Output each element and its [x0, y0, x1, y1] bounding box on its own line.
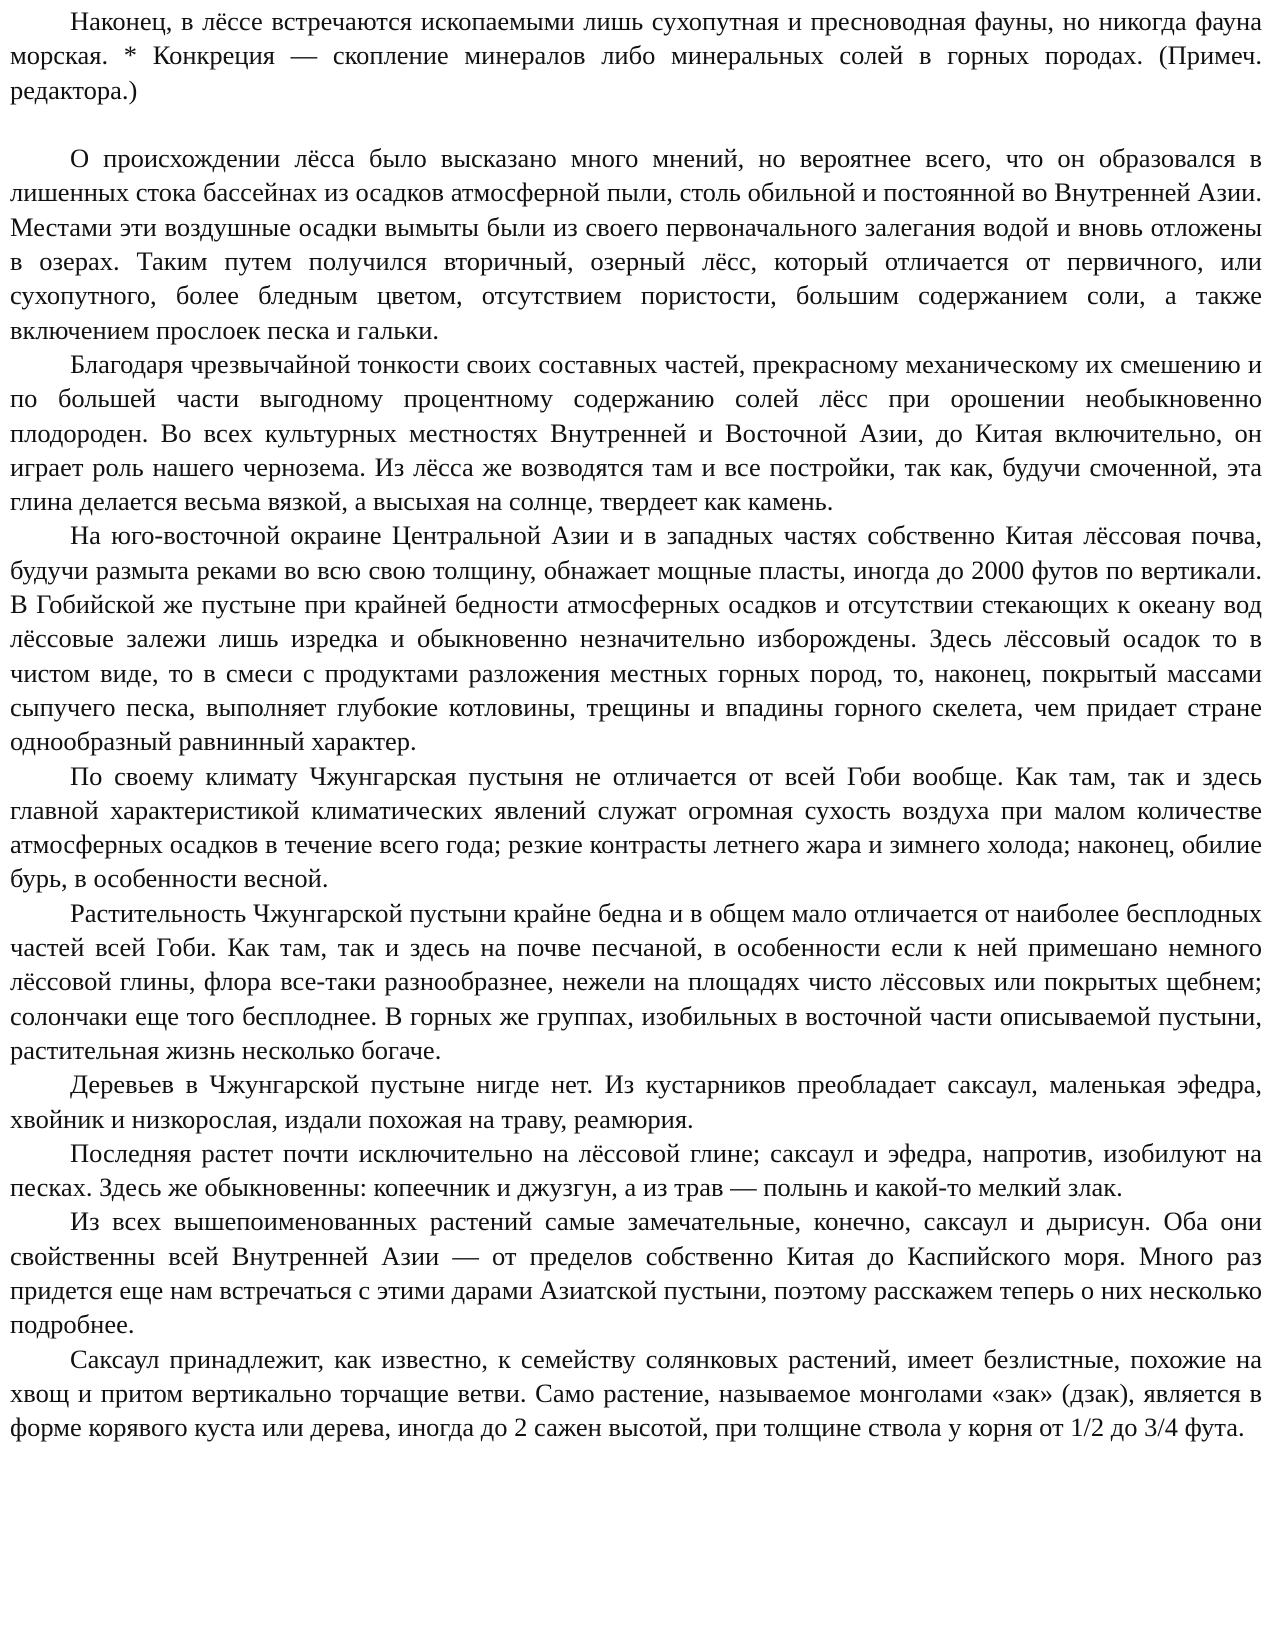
- paragraph-loess-fauna: Наконец, в лёссе встречаются ископаемыми лишь сухопутная и пресноводная фауны, но никогда фауна морская. * Конкреция — скопление минералов либо минеральных солей в горных породах. (Примеч. редактора.): [10, 6, 1262, 105]
- paragraph-loess-fertility: Благодаря чрезвычайной тонкости своих составных частей, прекрасному механическому их смешению и по большей части выгодному процентному содержанию солей лёсс при орошении необыкновенно плодороден. Во всех культурных местностях Внутренней и Восточной Азии, до Китая включительно, он играет роль нашего чернозема. Из лёсса же возводятся там и все постройки, так как, будучи смоченной, эта глина делается весьма вязкой, а высыхая на солнце, твердеет как камень.: [10, 348, 1262, 517]
- paragraph-loess-strata: На юго-восточной окраине Центральной Азии и в западных частях собственно Китая лёссовая почва, будучи размыта реками во всю свою толщину, обнажает мощные пласты, иногда до 2000 футов по вертикали. В Гобийской же пустыне при крайней бедности атмосферных осадков и отсутствии стекающих к океану вод лёссовые залежи лишь изредка и обыкновенно незначительно изборождены. Здесь лёссовый осадок то в чистом виде, то в смеси с продуктами разложения местных горных пород, то, наконец, покрытый массами сыпучего песка, выполняет глубокие котловины, трещины и впадины горного скелета, чем придает стране однообразный равнинный характер.: [10, 520, 1262, 757]
- paragraph-loess-origin: О происхождении лёсса было высказано много мнений, но вероятнее всего, что он образовался в лишенных стока бассейнах из осадков атмосферной пыли, столь обильной и постоянной во Внутренней Азии. Местами эти воздушные осадки вымыты были из своего первоначального залегания водой и вновь отложены в озерах. Таким путем получился вторичный, озерный лёсс, который отличается от первичного, или сухопутного, более бледным цветом, отсутствием пористости, большим содержанием соли, а также включением прослоек песка и гальки.: [10, 143, 1262, 345]
- paragraph-shrubs: Деревьев в Чжунгарской пустыне нигде нет. Из кустарников преобладает саксаул, маленькая эфедра, хвойник и низкорослая, издали похожая на траву, реамюрия.: [10, 1069, 1262, 1134]
- paragraph-reaumuria: Последняя растет почти исключительно на лёссовой глине; саксаул и эфедра, напротив, изобилуют на песках. Здесь же обыкновенны: копеечник и джузгун, а из трав — полынь и какой-то мелкий злак.: [10, 1137, 1262, 1203]
- document-page: [10, 4, 1262, 1444]
- paragraph-vegetation: Растительность Чжунгарской пустыни крайне бедна и в общем мало отличается от наиболее бесплодных частей всей Гоби. Как там, так и здесь на почве песчаной, в особенности если к ней примешано немного лёссовой глины, флора все-таки разнообразнее, нежели на площадях чисто лёссовых или покрытых щебнем; солончаки еще того бесплоднее. В горных же группах, изобильных в восточной части описываемой пустыни, растительная жизнь несколько богаче.: [10, 897, 1262, 1065]
- paragraph-saxaul-description: Саксаул принадлежит, как известно, к семейству солянковых растений, имеет безлистные, похожие на хвощ и притом вертикально торчащие ветви. Само растение, называемое монголами «зак» (дзак), является в форме корявого куста или дерева, иногда до 2 сажен высотой, при толщине ствола у корня от 1/2 до 3/4 фута.: [10, 1343, 1262, 1443]
- paragraph-climate: По своему климату Чжунгарская пустыня не отличается от всей Гоби вообще. Как там, так и здесь главной характеристикой климатических явлений служат огромная сухость воздуха при малом количестве атмосферных осадков в течение всего года; резкие контрасты летнего жара и зимнего холода; наконец, обилие бурь, в особенности весной.: [10, 760, 1262, 894]
- paragraph-saxaul-dyrisun: Из всех вышепоименованных растений самые замечательные, конечно, саксаул и дырисун. Оба они свойственны всей Внутренней Азии — от пределов собственно Китая до Каспийского моря. Много раз придется еще нам встречаться с этими дарами Азиатской пустыни, поэтому расскажем теперь о них несколько подробнее.: [10, 1206, 1262, 1340]
